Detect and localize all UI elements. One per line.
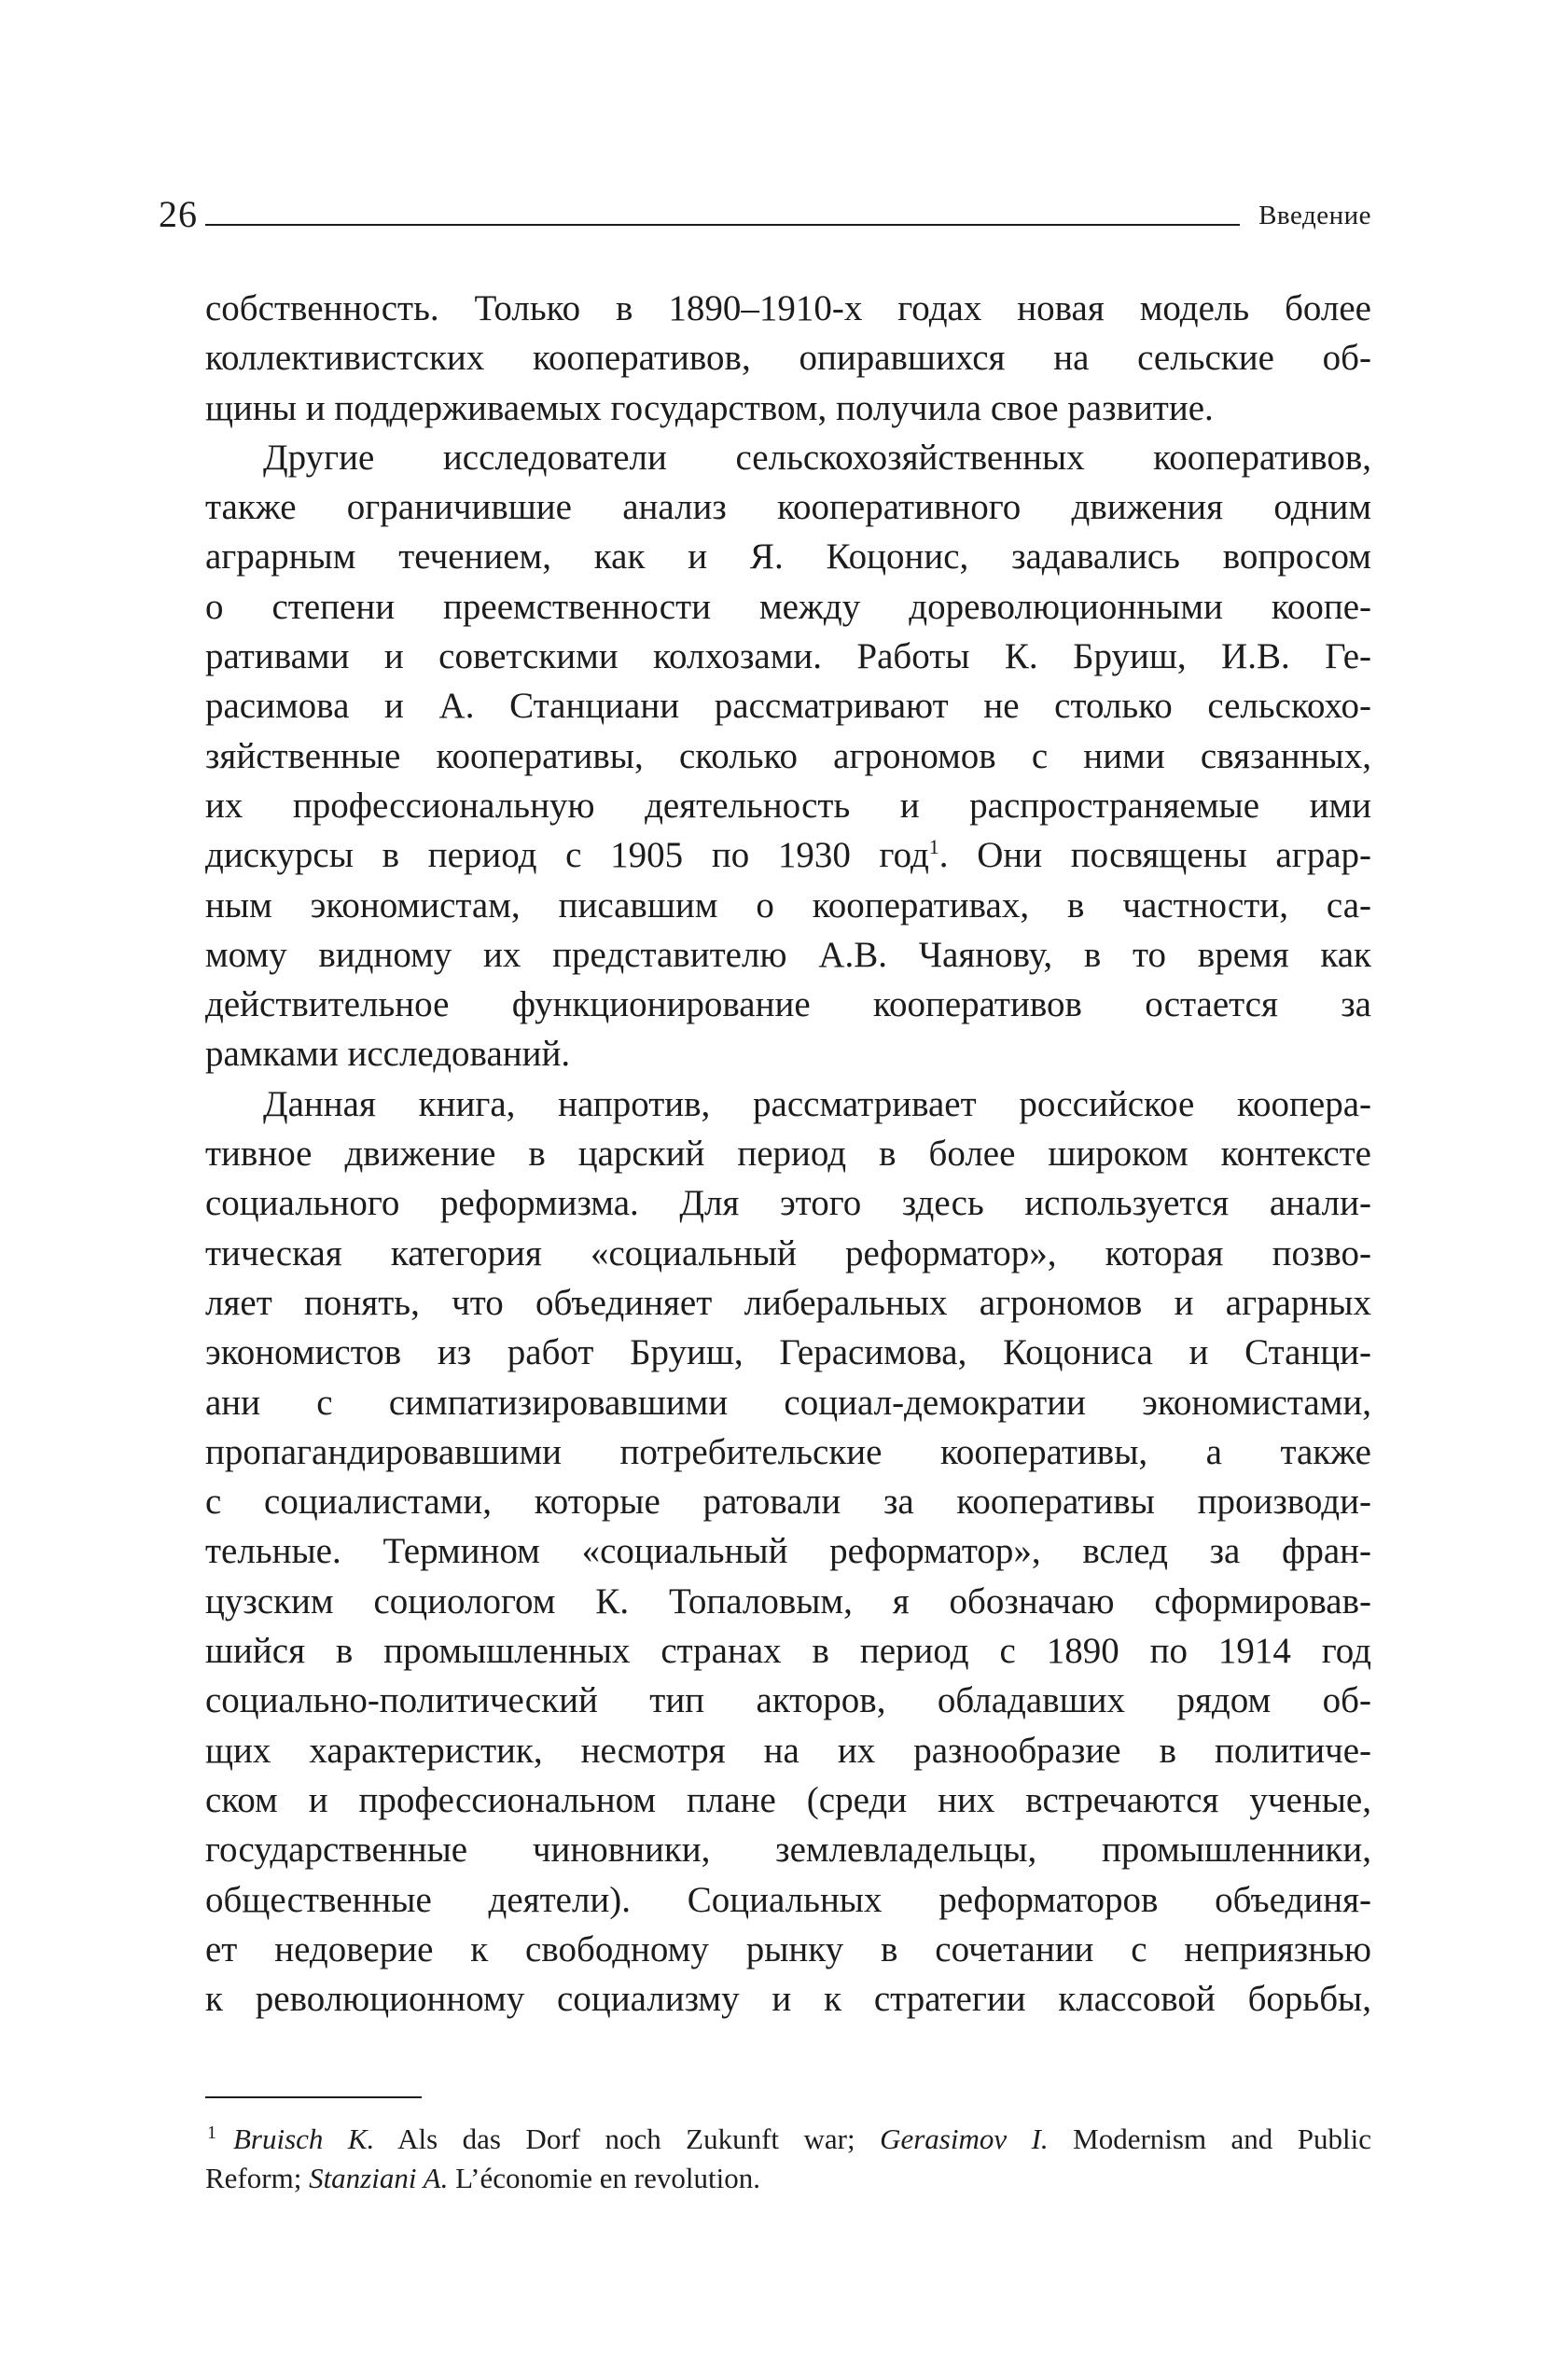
footnote-marker: 1 xyxy=(207,2122,216,2143)
text-line: с социалистами, которые ратовали за кооперативы производи- xyxy=(205,1482,1371,1523)
text-line: ным экономистам, писавшим о кооперативах, в частности, са- xyxy=(205,884,1371,926)
text-line: социального реформизма. Для этого здесь используется анали- xyxy=(205,1183,1371,1224)
footnote-title: Modernism and Public xyxy=(1048,2123,1371,2155)
text-segment: . Они посвящены аграр- xyxy=(938,835,1371,876)
text-line: Данная книга, напротив, рассматривает российское коопера- xyxy=(263,1083,1371,1124)
section-title: Введение xyxy=(1258,201,1371,230)
footnote-reference[interactable]: 1 xyxy=(928,835,939,859)
text-line: тивное движение в царский период в более широком контексте xyxy=(205,1134,1371,1175)
header-rule xyxy=(205,224,1240,226)
text-line: собственность. Только в 1890–1910-х годах новая модель более xyxy=(205,288,1371,328)
body-text xyxy=(205,284,1371,2024)
text-line: действительное функционирование кооперативов остается за xyxy=(205,984,1371,1025)
text-line: ском и профессиональном плане (среди них встречаются ученые, xyxy=(205,1779,1371,1820)
footnote-line xyxy=(205,2120,1371,2159)
text-line: щины и поддерживаемых государством, получила свое развитие. xyxy=(205,387,1214,428)
page-number: 26 xyxy=(159,193,198,235)
text-line: их профессиональную деятельность и распространяемые ими xyxy=(205,785,1371,826)
text-line-with-footnote xyxy=(205,830,1371,880)
text-line: социально-политический тип акторов, обладавших рядом об- xyxy=(205,1680,1371,1721)
text-line: рамками исследований. xyxy=(205,1034,571,1075)
text-line: к революционному социализму и к стратегии классовой борьбы, xyxy=(205,1979,1371,2020)
footnotes xyxy=(205,2120,1371,2198)
text-line: ет недоверие к свободному рынку в сочетании с неприязнью xyxy=(205,1928,1371,1969)
footnote-line xyxy=(205,2159,1371,2198)
text-line: пропагандировавшими потребительские кооперативы, а также xyxy=(205,1431,1371,1472)
text-line: цузским социологом К. Топаловым, я обозначаю сформировав- xyxy=(205,1580,1371,1621)
text-line: ани с симпатизировавшими социал-демократии экономистами, xyxy=(205,1382,1371,1423)
text-line: экономистов из работ Бруиш, Герасимова, Коцониса и Станци- xyxy=(205,1332,1371,1373)
running-header xyxy=(159,187,1371,233)
text-line: мому видному их представителю А.В. Чаянову, в то время как xyxy=(205,934,1371,975)
text-line: тельные. Термином «социальный реформатор», вслед за фран- xyxy=(205,1531,1371,1572)
footnote-author: Bruisch K. xyxy=(233,2123,375,2155)
footnote-title: Reform; xyxy=(205,2162,310,2194)
footnote-title: L’économie en revolution. xyxy=(448,2162,760,2194)
text-line: тическая категория «социальный реформатор», которая позво- xyxy=(205,1232,1371,1274)
footnote-author: Stanziani A. xyxy=(309,2162,449,2194)
text-segment: дискурсы в период с 1905 по 1930 год xyxy=(205,835,929,876)
footnote-title: Als das Dorf noch Zukunft war; xyxy=(374,2123,881,2155)
text-line: также ограничившие анализ кооперативного движения одним xyxy=(205,487,1371,528)
text-line: ляет понять, что объединяет либеральных агрономов и аграрных xyxy=(205,1282,1371,1323)
text-line: коллективистских кооперативов, опиравшихся на сельские об- xyxy=(205,338,1371,379)
text-line: расимова и А. Станциани рассматривают не столько сельскохо- xyxy=(205,686,1371,727)
text-line: щих характеристик, несмотря на их разнообразие в политиче- xyxy=(205,1730,1371,1771)
text-line: ративами и советскими колхозами. Работы К. Бруиш, И.В. Ге- xyxy=(205,636,1371,677)
text-line: общественные деятели). Социальных реформаторов объединя- xyxy=(205,1879,1371,1920)
text-line: аграрным течением, как и Я. Коцонис, задавались вопросом xyxy=(205,536,1371,578)
text-line: зяйственные кооперативы, сколько агрономов с ними связанных, xyxy=(205,735,1371,776)
footnote-author: Gerasimov I. xyxy=(880,2123,1049,2155)
text-line: Другие исследователи сельскохозяйственных кооперативов, xyxy=(263,437,1371,478)
text-line: о степени преемственности между дореволюционными коопе- xyxy=(205,586,1371,627)
text-line: шийся в промышленных странах в период с 1890 по 1914 год xyxy=(205,1631,1371,1672)
text-line: государственные чиновники, землевладельцы, промышленники, xyxy=(205,1830,1371,1871)
footnote-rule xyxy=(205,2096,422,2098)
